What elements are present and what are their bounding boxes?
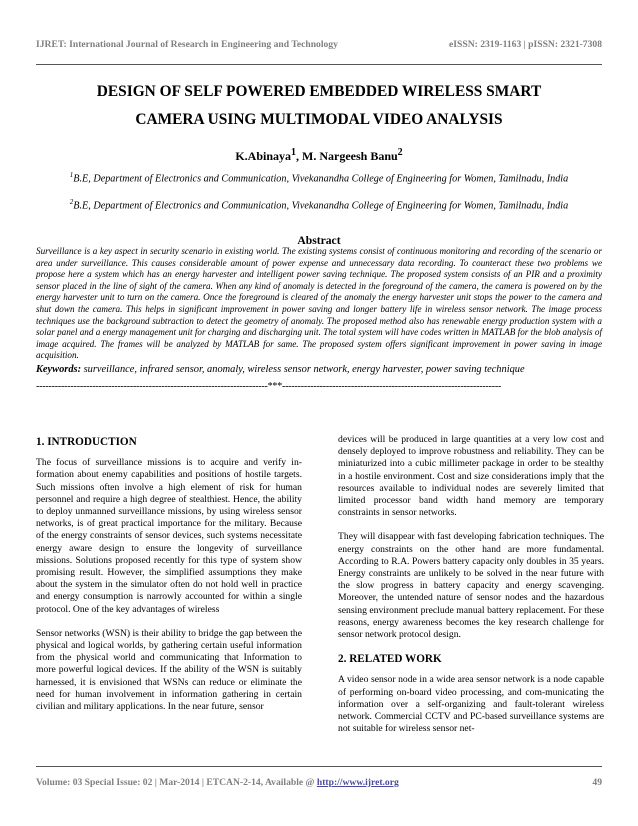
journal-link[interactable]: http://www.ijret.org xyxy=(316,777,399,788)
volume-info: Volume: 03 Special Issue: 02 | Mar-2014 | ETCAN-2-14, Available @ xyxy=(36,777,317,788)
intro-paragraph-2: Sensor networks (WSN) is their ability to bridge the gap between the physical and logical worlds, by gathering certain useful information from the physical world and communicating that Information to more powerful logical devices. If the ability of the WSN is suitably harnessed, it is envisioned that WSNs can reduce or eliminate the need for human involvement in information gathering in certain civilian and military applications. In the near future, sensor xyxy=(36,627,302,713)
keywords xyxy=(36,364,602,375)
intro-paragraph-3: devices will be produced in large quantities at a very low cost and densely deployed to improve robustness and reliability. They can be miniaturized into a cubic millimeter package in order to be stealthy in a hostile environment. Cost and size considerations imply that the resources available to individual nodes are severely limited that limited processor band width hand memory are temporary constraints in sensor networks. xyxy=(338,434,604,519)
footer-info xyxy=(36,777,399,788)
keywords-text: surveillance, infrared sensor, anomaly, wireless sensor network, energy harvester, power saving technique xyxy=(81,364,525,375)
footer-rule xyxy=(36,766,602,767)
affiliation-2-text: B.E, Department of Electronics and Communication, Vivekanandha College of Engineering for Women, Tamilnadu, India xyxy=(73,200,569,212)
keywords-label: Keywords: xyxy=(36,364,82,375)
journal-name: IJRET: International Journal of Research in Engineering and Technology xyxy=(36,39,338,50)
affiliation-1 xyxy=(40,169,598,185)
affiliation-1-text: B.E, Department of Electronics and Communication, Vivekanandha College of Engineering for Women, Tamilnadu, India xyxy=(73,173,569,185)
intro-paragraph-4: They will disappear with fast developing fabrication techniques. The energy constraints on the other hand are more fundamental. According to R.A. Powers battery capacity only doubles in 35 years. Energy constraints are unlikely to be solved in the near future with the slow progress in battery capacity and energy scavenging. Moreover, the untended nature of sensor nodes and the hazardous sensing environment preclude manual battery replacement. For these reasons, energy awareness becomes the key research challenge for sensor network protocol design. xyxy=(338,531,604,641)
author-separator: , xyxy=(296,149,302,163)
author-1: K.Abinaya xyxy=(235,149,291,163)
author-1-affil-mark: 1 xyxy=(291,147,296,158)
author-list xyxy=(36,147,602,164)
title-line-1: DESIGN OF SELF POWERED EMBEDDED WIRELESS SMART xyxy=(96,83,542,100)
left-column xyxy=(36,436,302,725)
paper-title xyxy=(40,78,598,134)
affiliation-2 xyxy=(40,196,598,212)
header-rule xyxy=(36,64,602,65)
abstract-heading: Abstract xyxy=(297,234,341,247)
abstract-text: Surveillance is a key aspect in security scenario in existing world. The existing systems consist of continuous monitoring and recording of the scenario or area under surveillance. This causes considerable amount of power expense and unnecessary data recording. To counteract these two problems we propose here a system which has an energy harvester and intelligent power saving technique. The proposed system consists of an PIR and a proximity sensor placed in the line of sight of the camera. When any kind of anomaly is detected in the foreground of the camera, the camera is powered on by the energy harvester unit to turn on the camera. Once the foreground is cleared of the anomaly the energy harvester unit stops the power to the camera and shut down the camera. This helps in significant improvement in power saving and longer battery life in wireless sensor network. The image process techniques use the background subtraction to detect the geometry of anomaly. The proposed method also has renewable energy production system with a solar panel and a energy management unit for charging and discharging unit. The total system will have codes written in MATLAB for the blob analysis of image acquired. The frames will be analyzed by MATLAB for same. The proposed system offers significant improvement in power saving in image acquisition. xyxy=(36,246,602,361)
page-number: 49 xyxy=(592,777,602,788)
issn: eISSN: 2319-1163 | pISSN: 2321-7308 xyxy=(449,39,602,50)
right-column xyxy=(338,434,604,747)
author-2-affil-mark: 2 xyxy=(397,147,403,158)
introduction-heading: 1. INTRODUCTION xyxy=(36,436,137,448)
related-work-paragraph-1: A video sensor node in a wide area sensor network is a node capable of performing on-board video processing, and com-municating the information over a self-organizing and fault-tolerant wireless network. Commercial CCTV and PC-based surveillance systems are not suitable for wireless sensor net- xyxy=(338,674,604,735)
section-divider: --------------------------------------------------------------------------***---------------------------------------------------------------------- xyxy=(36,381,502,392)
running-footer xyxy=(36,777,602,788)
affiliation-2-mark: 2 xyxy=(69,198,74,206)
affiliation-1-mark: 1 xyxy=(69,171,74,179)
intro-paragraph-1: The focus of surveillance missions is to acquire and verify in-formation about enemy capabilities and positions of hostile targets. Such missions often involve a high element of risk for human personnel and require a high degree of stealthiest. Hence, the ability to deploy unmanned surveillance missions, by using wireless sensor networks, is of great practical importance for the military. Because of the energy constraints of sensor devices, such systems necessitate energy aware design to ensure the longevity of surveillance missions. Solutions proposed recently for this type of system show promising result. However, the simplified assumptions they make about the system in the simulator often do not hold well in practice and energy consumption is narrowly accounted for within a single protocol. One of the key advantages of wireless xyxy=(36,457,302,615)
related-work-heading: 2. RELATED WORK xyxy=(338,653,442,666)
author-2: M. Nargeesh Banu xyxy=(302,149,398,163)
title-line-2: CAMERA USING MULTIMODAL VIDEO ANALYSIS xyxy=(135,111,503,128)
running-header xyxy=(36,39,602,50)
